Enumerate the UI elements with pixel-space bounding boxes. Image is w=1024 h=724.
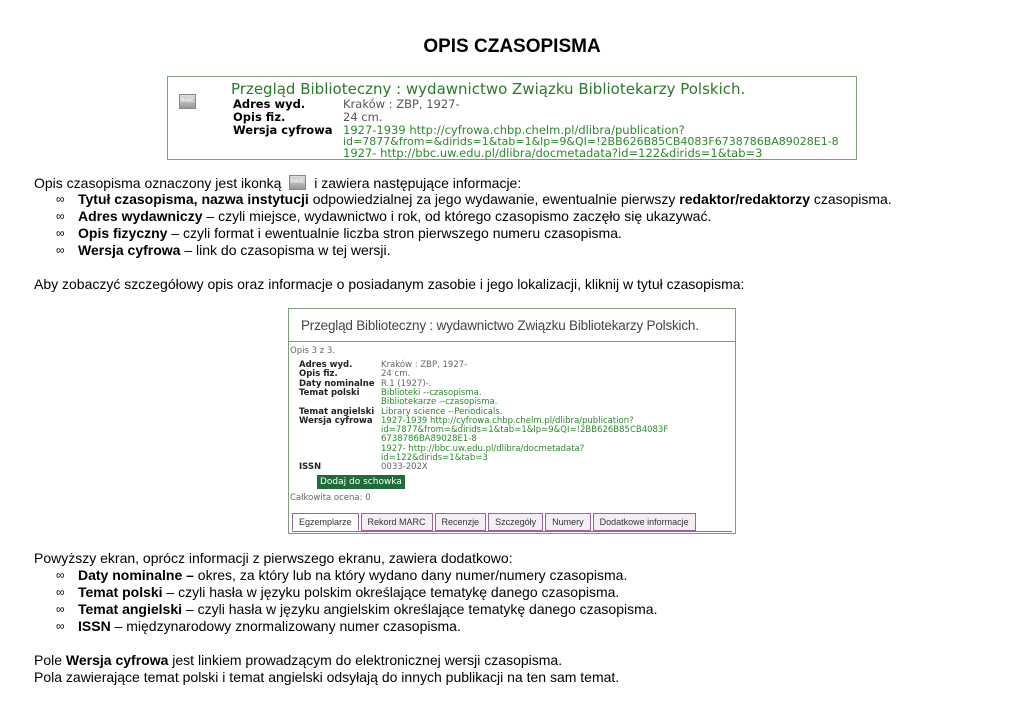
detail-field-row: id=7877&from=&dirids=1&tab=1&lp=9&QI=!2BB626B85CB4083F bbox=[381, 425, 669, 436]
infinity-bullet-icon: ∞ bbox=[56, 585, 65, 599]
tab-issues[interactable]: Numery bbox=[545, 513, 591, 531]
tab-bar bbox=[292, 513, 696, 531]
detail-field-row: Daty nominalne R.1 (1927)-. bbox=[299, 378, 432, 389]
list-item: ∞ Temat angielski – czyli hasła w języku angielskim określające tematykę danego czasopisma. bbox=[56, 601, 658, 617]
infinity-bullet-icon: ∞ bbox=[56, 192, 65, 206]
marc-icon: MARC bbox=[289, 175, 306, 190]
info-list bbox=[56, 191, 892, 259]
add-to-clipboard-button[interactable]: Dodaj do schowka bbox=[317, 475, 405, 489]
detail-field-row: 6738786BA89028E1-8 bbox=[381, 434, 477, 445]
tab-details[interactable]: Szczegóły bbox=[488, 513, 543, 531]
record-screenshot-short bbox=[167, 76, 857, 160]
detail-field-row: id=122&dirids=1&tab=3 bbox=[381, 453, 488, 463]
divider bbox=[289, 341, 735, 342]
field-row: Wersja cyfrowa 1927-1939 http://cyfrowa.chbp.chelm.pl/dlibra/publication? bbox=[233, 123, 685, 137]
field-row: Opis fiz. 24 cm. bbox=[233, 110, 383, 124]
infinity-bullet-icon: ∞ bbox=[56, 602, 65, 616]
infinity-bullet-icon: ∞ bbox=[56, 226, 65, 240]
infinity-bullet-icon: ∞ bbox=[56, 619, 65, 633]
subject-paragraph: Pola zawierające temat polski i temat angielski odsyłają do innych publikacji na ten sam temat. bbox=[34, 669, 620, 685]
digital-version-paragraph: Pole Wersja cyfrowa jest linkiem prowadzącym do elektronicznej wersji czasopisma. bbox=[34, 652, 563, 668]
intro-paragraph: Opis czasopisma oznaczony jest ikonką MARC i zawiera następujące informacje: bbox=[34, 175, 522, 191]
list-item: ∞ Wersja cyfrowa – link do czasopisma w tej wersji. bbox=[56, 242, 391, 258]
infinity-bullet-icon: ∞ bbox=[56, 209, 65, 223]
detail-field-row: ISSN 0033-202X bbox=[299, 462, 428, 473]
detail-field-row: Bibliotekarze --czasopisma. bbox=[381, 397, 498, 408]
digital-link[interactable]: 1927- http://bbc.uw.edu.pl/dlibra/docmetadata?id=122&dirids=1&tab=3 bbox=[343, 146, 763, 160]
tab-marc-record[interactable]: Rekord MARC bbox=[361, 513, 433, 531]
marc-icon[interactable]: MARC bbox=[179, 94, 196, 109]
list-item: ∞ ISSN – międzynarodowy znormalizowany numer czasopisma. bbox=[56, 618, 461, 634]
list-item: ∞ Adres wydawniczy – czyli miejsce, wydawnictwo i rok, od którego czasopismo zaczęło się ukazywać. bbox=[56, 208, 712, 224]
detail-field-row: Temat angielski Library science --Periodicals. bbox=[299, 406, 503, 417]
detail-field-row: Temat polski Biblioteki --czasopisma. bbox=[299, 387, 482, 398]
journal-title: Przegląd Biblioteczny : wydawnictwo Związku Bibliotekarzy Polskich. bbox=[301, 318, 699, 333]
infinity-bullet-icon: ∞ bbox=[56, 243, 65, 257]
list-item: ∞ Tytuł czasopisma, nazwa instytucji odpowiedzialnej za jego wydawanie, ewentualnie pierwszy redaktor/redaktorzy czasopisma. bbox=[56, 191, 892, 207]
infinity-bullet-icon: ∞ bbox=[56, 568, 65, 582]
record-counter: Opis 3 z 3. bbox=[290, 346, 335, 356]
detail-field-row: Opis fiz. 24 cm. bbox=[299, 369, 411, 380]
list-item: ∞ Temat polski – czyli hasła w języku polskim określające tematykę danego czasopisma. bbox=[56, 584, 620, 600]
list-item: ∞ Daty nominalne – okres, za który lub na który wydano dany numer/numery czasopisma. bbox=[56, 567, 628, 583]
digital-link[interactable]: id=7877&from=&dirids=1&tab=1&lp=9&QI=!2BB626B85CB4083F6738786BA89028E1-8 bbox=[343, 135, 839, 148]
list-item: ∞ Opis fizyczny – czyli format i ewentualnie liczba stron pierwszego numeru czasopisma. bbox=[56, 225, 622, 241]
page-title: OPIS CZASOPISMA bbox=[423, 36, 601, 57]
additional-list bbox=[56, 567, 657, 635]
detail-field-row: 1927- http://bbc.uw.edu.pl/dlibra/docmetadata? bbox=[381, 443, 585, 454]
rating-text: Całkowita ocena: 0 bbox=[290, 493, 371, 503]
instruction-paragraph: Aby zobaczyć szczegółowy opis oraz informacje o posiadanym zasobie i jego lokalizacji, kliknij w tytuł czasopisma: bbox=[34, 276, 745, 292]
detail-field-row: Adres wyd. Kraków : ZBP, 1927- bbox=[299, 360, 468, 370]
additional-paragraph: Powyższy ekran, oprócz informacji z pierwszego ekranu, zawiera dodatkowo: bbox=[34, 550, 513, 566]
tab-additional-info[interactable]: Dodatkowe informacje bbox=[593, 513, 696, 531]
tab-egzemplarze[interactable]: Egzemplarze bbox=[292, 513, 359, 531]
detail-field-row: Wersja cyfrowa 1927-1939 http://cyfrowa.chbp.chelm.pl/dlibra/publication? bbox=[299, 415, 634, 426]
tab-underline bbox=[292, 531, 732, 532]
journal-title-link[interactable]: Przegląd Biblioteczny : wydawnictwo Związku Bibliotekarzy Polskich. bbox=[231, 80, 746, 98]
record-screenshot-detail bbox=[288, 308, 736, 534]
field-row: Adres wyd. Kraków : ZBP, 1927- bbox=[233, 97, 460, 111]
tab-reviews[interactable]: Recenzje bbox=[435, 513, 487, 531]
